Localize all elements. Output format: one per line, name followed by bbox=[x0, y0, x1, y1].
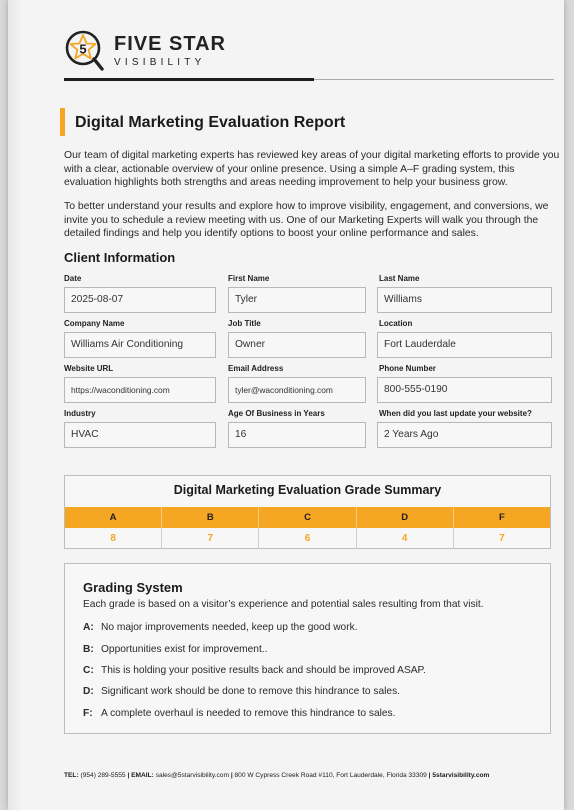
grade-summary-table bbox=[64, 475, 551, 549]
grade-description: Opportunities exist for improvement.. bbox=[101, 644, 268, 655]
brand-logo bbox=[64, 29, 226, 73]
website-url-field[interactable]: https://waconditioning.com bbox=[64, 377, 216, 403]
intro-paragraph: Our team of digital marketing experts has reviewed key areas of your digital marketing efforts to provide you with a clear, actionable overview of your online presence. Using a simple A–F grading system, this evaluation highlights both strengths and areas needing improvement to help your business grow. bbox=[64, 150, 560, 188]
grade-header-a: A bbox=[65, 507, 162, 528]
grade-definition-b bbox=[83, 644, 267, 655]
grade-letter: B: bbox=[83, 644, 94, 655]
company-name-label: Company Name bbox=[64, 319, 125, 328]
grade-description: Significant work should be done to remove this hindrance to sales. bbox=[101, 686, 401, 697]
date-label: Date bbox=[64, 274, 82, 283]
grade-description: This is holding your positive results back and should be improved ASAP. bbox=[101, 665, 426, 676]
header-divider-dark bbox=[64, 78, 314, 81]
website-link[interactable]: 5starvisibility.com bbox=[432, 772, 490, 779]
grade-definition-f bbox=[83, 708, 395, 719]
grade-value-f: 7 bbox=[499, 533, 505, 544]
first-name-field[interactable]: Tyler bbox=[228, 287, 366, 313]
title-accent-bar bbox=[60, 108, 65, 136]
grade-value-c: 6 bbox=[259, 528, 356, 549]
business-age-label: Age Of Business in Years bbox=[228, 409, 325, 418]
grade-header-row bbox=[65, 507, 550, 528]
grade-description: No major improvements needed, keep up the good work. bbox=[101, 622, 358, 633]
grading-system-title: Grading System bbox=[83, 580, 183, 595]
grade-value-d: 4 bbox=[357, 528, 454, 549]
grade-description: A complete overhaul is needed to remove this hindrance to sales. bbox=[101, 708, 396, 719]
industry-label: Industry bbox=[64, 409, 96, 418]
tel-number[interactable]: (954) 289-5555 bbox=[80, 772, 126, 779]
last-name-label: Last Name bbox=[379, 274, 420, 283]
grade-letter: A: bbox=[83, 622, 94, 633]
email-label: Email Address bbox=[228, 364, 284, 373]
brand-tagline: VISIBILITY bbox=[114, 57, 206, 68]
brand-name: FIVE STAR bbox=[114, 33, 226, 55]
report-title: Digital Marketing Evaluation Report bbox=[75, 114, 346, 131]
report-page bbox=[8, 0, 564, 810]
company-name-field[interactable]: Williams Air Conditioning bbox=[64, 332, 216, 358]
location-field[interactable]: Fort Lauderdale bbox=[377, 332, 552, 358]
website-url-label: Website URL bbox=[64, 364, 114, 373]
email-link[interactable]: sales@5starvisibility.com bbox=[155, 772, 229, 779]
email-field[interactable]: tyler@waconditioning.com bbox=[228, 377, 366, 403]
star-magnifier-icon bbox=[64, 29, 108, 73]
header-divider-light bbox=[314, 79, 554, 80]
grade-definition-c bbox=[83, 665, 426, 676]
grade-summary-title: Digital Marketing Evaluation Grade Summary bbox=[173, 483, 442, 497]
address-text: 800 W Cypress Creek Road #110, Fort Lauderdale, Florida 33309 bbox=[234, 772, 427, 779]
grade-value-b: 7 bbox=[162, 528, 259, 549]
phone-label: Phone Number bbox=[379, 364, 436, 373]
website-update-label: When did you last update your website? bbox=[379, 409, 532, 418]
client-info-heading: Client Information bbox=[64, 250, 176, 265]
first-name-label: First Name bbox=[228, 274, 270, 283]
grade-definition-d bbox=[83, 686, 400, 697]
job-title-field[interactable]: Owner bbox=[228, 332, 366, 358]
grade-header-c: C bbox=[259, 507, 356, 528]
grade-header-f: F bbox=[499, 512, 505, 523]
last-name-field[interactable]: Williams bbox=[377, 287, 552, 313]
grade-values-row bbox=[65, 528, 550, 549]
grade-header-d: D bbox=[357, 507, 454, 528]
contact-footer: TEL: (954) 289-5555 | EMAIL: sales@5starvisibility.com | 800 W Cypress Creek Road #110, Fort Lauderdale, Florida 33309 | 5starvisibility.com bbox=[64, 772, 490, 779]
date-field[interactable]: 2025-08-07 bbox=[64, 287, 216, 313]
grade-header-b: B bbox=[162, 507, 259, 528]
phone-field[interactable]: 800-555-0190 bbox=[377, 377, 552, 403]
website-update-field[interactable]: 2 Years Ago bbox=[377, 422, 552, 448]
email-label: EMAIL: bbox=[131, 772, 154, 779]
grade-letter: D: bbox=[83, 686, 94, 697]
grade-definition-a bbox=[83, 622, 358, 633]
business-age-field[interactable]: 16 bbox=[228, 422, 366, 448]
grade-letter: C: bbox=[83, 665, 94, 676]
location-label: Location bbox=[379, 319, 413, 328]
grade-value-a: 8 bbox=[65, 528, 162, 549]
industry-field[interactable]: HVAC bbox=[64, 422, 216, 448]
grade-letter: F: bbox=[83, 708, 93, 719]
grading-system-box bbox=[64, 563, 551, 734]
job-title-label: Job Title bbox=[228, 319, 261, 328]
tel-label: TEL: bbox=[64, 772, 79, 779]
intro-paragraph-2: To better understand your results and explore how to improve visibility, engagement, and conversions, we invite you to schedule a review meeting with us. One of our Marketing Experts will walk you through the detailed findings and help you identify options to boost your online performance and sales. bbox=[64, 201, 549, 239]
logo-digit: 5 bbox=[79, 41, 87, 57]
grading-system-subtitle: Each grade is based on a visitor’s experience and potential sales resulting from that visit. bbox=[83, 599, 484, 610]
